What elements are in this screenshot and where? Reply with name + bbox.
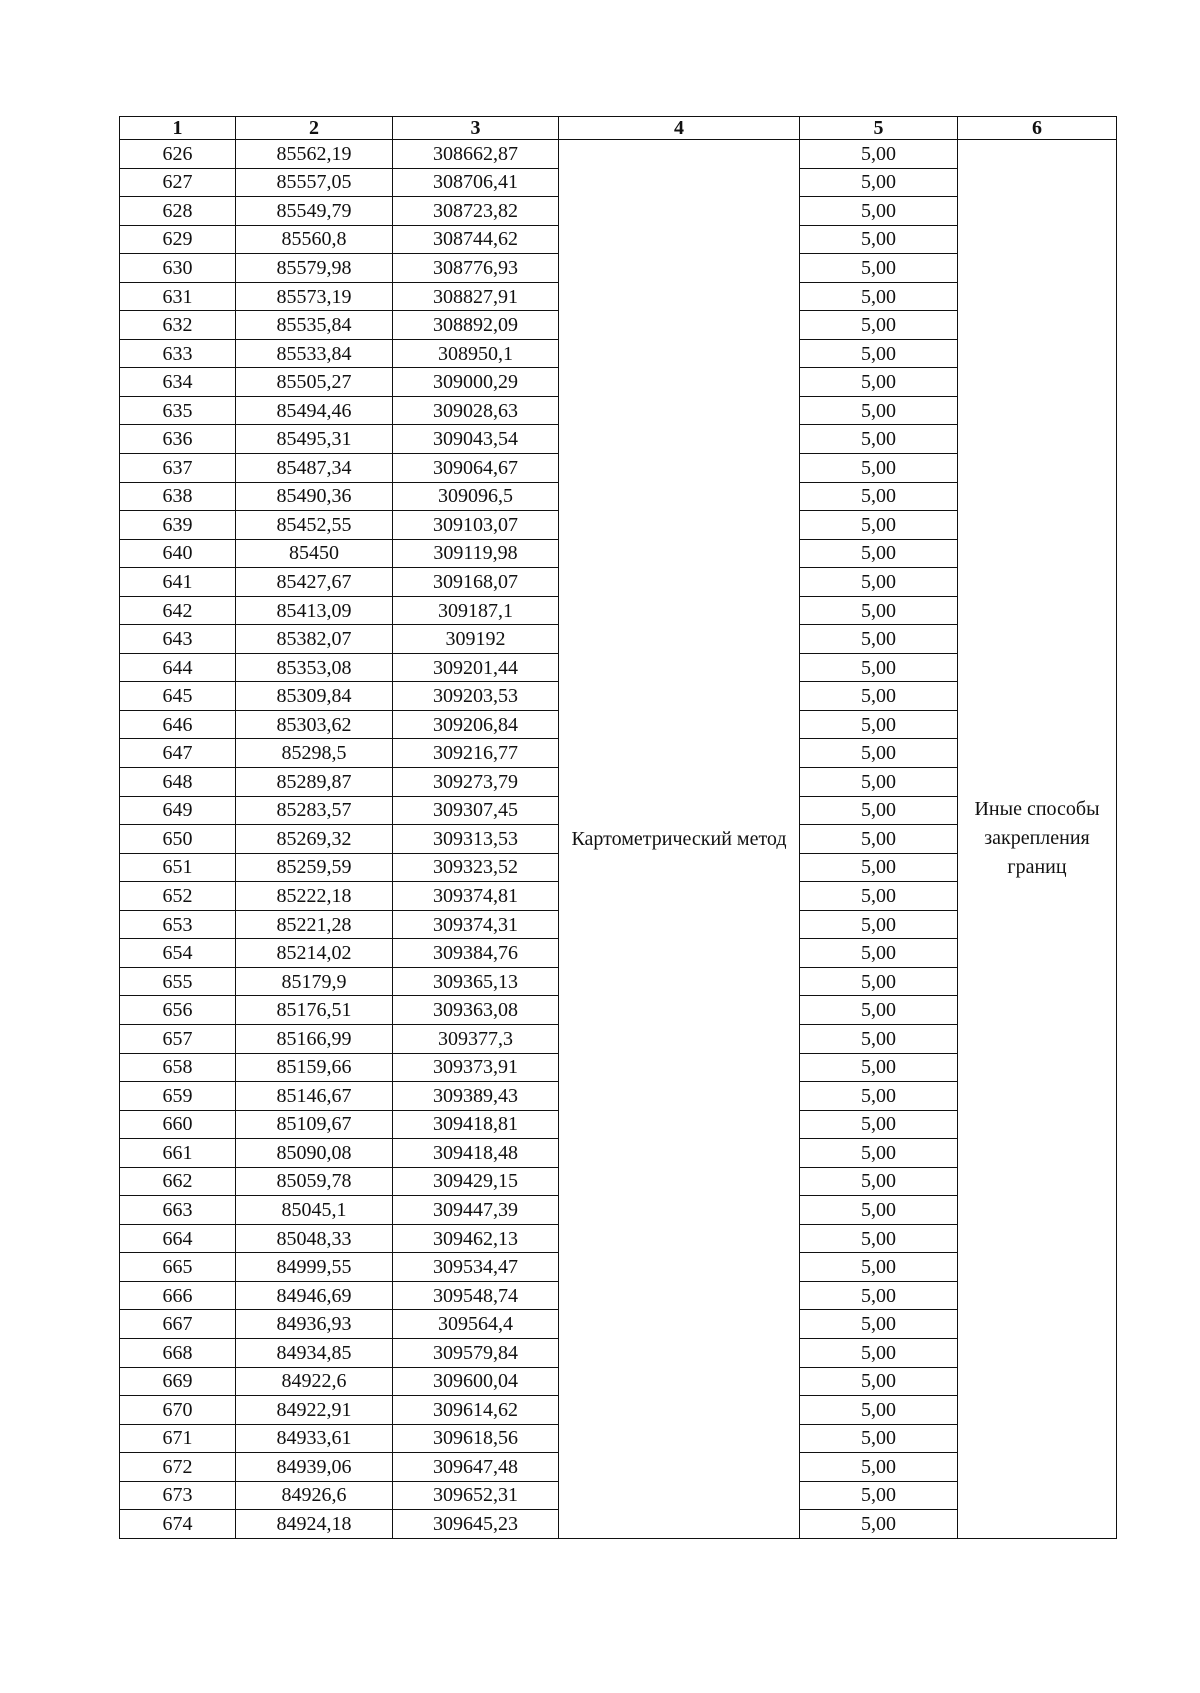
x-coordinate-cell: 85353,08	[236, 653, 393, 682]
y-coordinate-cell: 309187,1	[393, 596, 559, 625]
x-coordinate-cell: 85549,79	[236, 197, 393, 226]
y-coordinate-cell: 309313,53	[393, 825, 559, 854]
accuracy-cell: 5,00	[800, 1481, 958, 1510]
accuracy-cell: 5,00	[800, 140, 958, 169]
x-coordinate-cell: 85214,02	[236, 939, 393, 968]
y-coordinate-cell: 308662,87	[393, 140, 559, 169]
y-coordinate-cell: 309206,84	[393, 710, 559, 739]
header-col-1: 1	[120, 117, 236, 140]
point-number-cell: 639	[120, 511, 236, 540]
y-coordinate-cell: 309216,77	[393, 739, 559, 768]
x-coordinate-cell: 85309,84	[236, 682, 393, 711]
x-coordinate-cell: 84922,6	[236, 1367, 393, 1396]
accuracy-cell: 5,00	[800, 1396, 958, 1425]
y-coordinate-cell: 309168,07	[393, 568, 559, 597]
fixing-method-cell: Иные способы закрепления границ	[958, 140, 1117, 1539]
accuracy-cell: 5,00	[800, 339, 958, 368]
header-col-6: 6	[958, 117, 1117, 140]
y-coordinate-cell: 309273,79	[393, 768, 559, 797]
accuracy-cell: 5,00	[800, 768, 958, 797]
point-number-cell: 633	[120, 339, 236, 368]
point-number-cell: 667	[120, 1310, 236, 1339]
y-coordinate-cell: 309201,44	[393, 653, 559, 682]
point-number-cell: 636	[120, 425, 236, 454]
accuracy-cell: 5,00	[800, 996, 958, 1025]
x-coordinate-cell: 84946,69	[236, 1281, 393, 1310]
x-coordinate-cell: 85146,67	[236, 1082, 393, 1111]
accuracy-cell: 5,00	[800, 653, 958, 682]
table-body	[120, 140, 1117, 1539]
x-coordinate-cell: 85222,18	[236, 882, 393, 911]
x-coordinate-cell: 85535,84	[236, 311, 393, 340]
point-number-cell: 652	[120, 882, 236, 911]
accuracy-cell: 5,00	[800, 254, 958, 283]
x-coordinate-cell: 85505,27	[236, 368, 393, 397]
y-coordinate-cell: 309103,07	[393, 511, 559, 540]
method-cell: Картометрический метод	[559, 140, 800, 1539]
y-coordinate-cell: 308950,1	[393, 339, 559, 368]
accuracy-cell: 5,00	[800, 796, 958, 825]
accuracy-cell: 5,00	[800, 710, 958, 739]
accuracy-cell: 5,00	[800, 625, 958, 654]
y-coordinate-cell: 309323,52	[393, 853, 559, 882]
point-number-cell: 671	[120, 1424, 236, 1453]
x-coordinate-cell: 85490,36	[236, 482, 393, 511]
accuracy-cell: 5,00	[800, 1310, 958, 1339]
point-number-cell: 668	[120, 1338, 236, 1367]
point-number-cell: 640	[120, 539, 236, 568]
accuracy-cell: 5,00	[800, 1453, 958, 1482]
x-coordinate-cell: 85562,19	[236, 140, 393, 169]
point-number-cell: 626	[120, 140, 236, 169]
accuracy-cell: 5,00	[800, 1082, 958, 1111]
accuracy-cell: 5,00	[800, 482, 958, 511]
x-coordinate-cell: 85382,07	[236, 625, 393, 654]
y-coordinate-cell: 309119,98	[393, 539, 559, 568]
x-coordinate-cell: 84922,91	[236, 1396, 393, 1425]
y-coordinate-cell: 309429,15	[393, 1167, 559, 1196]
point-number-cell: 659	[120, 1082, 236, 1111]
y-coordinate-cell: 309418,81	[393, 1110, 559, 1139]
x-coordinate-cell: 85573,19	[236, 282, 393, 311]
accuracy-cell: 5,00	[800, 1196, 958, 1225]
x-coordinate-cell: 85045,1	[236, 1196, 393, 1225]
point-number-cell: 649	[120, 796, 236, 825]
accuracy-cell: 5,00	[800, 1167, 958, 1196]
point-number-cell: 664	[120, 1224, 236, 1253]
accuracy-cell: 5,00	[800, 1053, 958, 1082]
accuracy-cell: 5,00	[800, 425, 958, 454]
point-number-cell: 674	[120, 1510, 236, 1539]
x-coordinate-cell: 85109,67	[236, 1110, 393, 1139]
point-number-cell: 638	[120, 482, 236, 511]
x-coordinate-cell: 85533,84	[236, 339, 393, 368]
accuracy-cell: 5,00	[800, 882, 958, 911]
y-coordinate-cell: 309377,3	[393, 1024, 559, 1053]
accuracy-cell: 5,00	[800, 910, 958, 939]
y-coordinate-cell: 309564,4	[393, 1310, 559, 1339]
accuracy-cell: 5,00	[800, 967, 958, 996]
x-coordinate-cell: 85487,34	[236, 454, 393, 483]
point-number-cell: 662	[120, 1167, 236, 1196]
y-coordinate-cell: 309645,23	[393, 1510, 559, 1539]
y-coordinate-cell: 309418,48	[393, 1139, 559, 1168]
point-number-cell: 641	[120, 568, 236, 597]
accuracy-cell: 5,00	[800, 454, 958, 483]
x-coordinate-cell: 85303,62	[236, 710, 393, 739]
x-coordinate-cell: 85579,98	[236, 254, 393, 283]
header-col-2: 2	[236, 117, 393, 140]
accuracy-cell: 5,00	[800, 197, 958, 226]
y-coordinate-cell: 309384,76	[393, 939, 559, 968]
x-coordinate-cell: 85494,46	[236, 396, 393, 425]
point-number-cell: 653	[120, 910, 236, 939]
point-number-cell: 658	[120, 1053, 236, 1082]
accuracy-cell: 5,00	[800, 1367, 958, 1396]
x-coordinate-cell: 85259,59	[236, 853, 393, 882]
y-coordinate-cell: 309652,31	[393, 1481, 559, 1510]
accuracy-cell: 5,00	[800, 1424, 958, 1453]
accuracy-cell: 5,00	[800, 282, 958, 311]
y-coordinate-cell: 309307,45	[393, 796, 559, 825]
accuracy-cell: 5,00	[800, 168, 958, 197]
coordinates-table	[119, 116, 1117, 1539]
point-number-cell: 657	[120, 1024, 236, 1053]
table-header	[120, 117, 1117, 140]
accuracy-cell: 5,00	[800, 368, 958, 397]
x-coordinate-cell: 84924,18	[236, 1510, 393, 1539]
x-coordinate-cell: 84936,93	[236, 1310, 393, 1339]
y-coordinate-cell: 308827,91	[393, 282, 559, 311]
y-coordinate-cell: 309579,84	[393, 1338, 559, 1367]
x-coordinate-cell: 85159,66	[236, 1053, 393, 1082]
point-number-cell: 631	[120, 282, 236, 311]
point-number-cell: 666	[120, 1281, 236, 1310]
x-coordinate-cell: 85495,31	[236, 425, 393, 454]
point-number-cell: 642	[120, 596, 236, 625]
accuracy-cell: 5,00	[800, 1024, 958, 1053]
point-number-cell: 672	[120, 1453, 236, 1482]
accuracy-cell: 5,00	[800, 568, 958, 597]
y-coordinate-cell: 309028,63	[393, 396, 559, 425]
header-row	[120, 117, 1117, 140]
point-number-cell: 669	[120, 1367, 236, 1396]
y-coordinate-cell: 308706,41	[393, 168, 559, 197]
point-number-cell: 655	[120, 967, 236, 996]
accuracy-cell: 5,00	[800, 539, 958, 568]
point-number-cell: 650	[120, 825, 236, 854]
accuracy-cell: 5,00	[800, 739, 958, 768]
y-coordinate-cell: 308723,82	[393, 197, 559, 226]
x-coordinate-cell: 85427,67	[236, 568, 393, 597]
point-number-cell: 648	[120, 768, 236, 797]
y-coordinate-cell: 309203,53	[393, 682, 559, 711]
accuracy-cell: 5,00	[800, 396, 958, 425]
y-coordinate-cell: 309389,43	[393, 1082, 559, 1111]
point-number-cell: 670	[120, 1396, 236, 1425]
x-coordinate-cell: 84926,6	[236, 1481, 393, 1510]
accuracy-cell: 5,00	[800, 1110, 958, 1139]
point-number-cell: 654	[120, 939, 236, 968]
accuracy-cell: 5,00	[800, 939, 958, 968]
y-coordinate-cell: 309192	[393, 625, 559, 654]
point-number-cell: 630	[120, 254, 236, 283]
y-coordinate-cell: 309000,29	[393, 368, 559, 397]
accuracy-cell: 5,00	[800, 825, 958, 854]
y-coordinate-cell: 309618,56	[393, 1424, 559, 1453]
x-coordinate-cell: 85048,33	[236, 1224, 393, 1253]
x-coordinate-cell: 84999,55	[236, 1253, 393, 1282]
y-coordinate-cell: 309534,47	[393, 1253, 559, 1282]
accuracy-cell: 5,00	[800, 853, 958, 882]
y-coordinate-cell: 308776,93	[393, 254, 559, 283]
x-coordinate-cell: 85090,08	[236, 1139, 393, 1168]
x-coordinate-cell: 85283,57	[236, 796, 393, 825]
point-number-cell: 656	[120, 996, 236, 1025]
y-coordinate-cell: 309374,31	[393, 910, 559, 939]
point-number-cell: 643	[120, 625, 236, 654]
accuracy-cell: 5,00	[800, 1224, 958, 1253]
table-row	[120, 140, 1117, 169]
header-col-5: 5	[800, 117, 958, 140]
x-coordinate-cell: 85560,8	[236, 225, 393, 254]
accuracy-cell: 5,00	[800, 311, 958, 340]
accuracy-cell: 5,00	[800, 225, 958, 254]
point-number-cell: 627	[120, 168, 236, 197]
accuracy-cell: 5,00	[800, 1338, 958, 1367]
x-coordinate-cell: 85450	[236, 539, 393, 568]
point-number-cell: 628	[120, 197, 236, 226]
x-coordinate-cell: 85166,99	[236, 1024, 393, 1053]
point-number-cell: 637	[120, 454, 236, 483]
y-coordinate-cell: 309373,91	[393, 1053, 559, 1082]
point-number-cell: 660	[120, 1110, 236, 1139]
point-number-cell: 629	[120, 225, 236, 254]
point-number-cell: 651	[120, 853, 236, 882]
point-number-cell: 644	[120, 653, 236, 682]
accuracy-cell: 5,00	[800, 682, 958, 711]
accuracy-cell: 5,00	[800, 511, 958, 540]
x-coordinate-cell: 85557,05	[236, 168, 393, 197]
y-coordinate-cell: 309363,08	[393, 996, 559, 1025]
y-coordinate-cell: 309614,62	[393, 1396, 559, 1425]
accuracy-cell: 5,00	[800, 596, 958, 625]
accuracy-cell: 5,00	[800, 1139, 958, 1168]
x-coordinate-cell: 85452,55	[236, 511, 393, 540]
x-coordinate-cell: 85179,9	[236, 967, 393, 996]
point-number-cell: 635	[120, 396, 236, 425]
point-number-cell: 661	[120, 1139, 236, 1168]
x-coordinate-cell: 85221,28	[236, 910, 393, 939]
x-coordinate-cell: 84933,61	[236, 1424, 393, 1453]
point-number-cell: 632	[120, 311, 236, 340]
point-number-cell: 663	[120, 1196, 236, 1225]
point-number-cell: 665	[120, 1253, 236, 1282]
x-coordinate-cell: 85269,32	[236, 825, 393, 854]
accuracy-cell: 5,00	[800, 1253, 958, 1282]
x-coordinate-cell: 85413,09	[236, 596, 393, 625]
y-coordinate-cell: 309096,5	[393, 482, 559, 511]
point-number-cell: 673	[120, 1481, 236, 1510]
x-coordinate-cell: 85289,87	[236, 768, 393, 797]
y-coordinate-cell: 308892,09	[393, 311, 559, 340]
header-col-4: 4	[559, 117, 800, 140]
y-coordinate-cell: 309647,48	[393, 1453, 559, 1482]
x-coordinate-cell: 85059,78	[236, 1167, 393, 1196]
x-coordinate-cell: 84934,85	[236, 1338, 393, 1367]
y-coordinate-cell: 309548,74	[393, 1281, 559, 1310]
x-coordinate-cell: 84939,06	[236, 1453, 393, 1482]
header-col-3: 3	[393, 117, 559, 140]
point-number-cell: 645	[120, 682, 236, 711]
y-coordinate-cell: 309462,13	[393, 1224, 559, 1253]
point-number-cell: 634	[120, 368, 236, 397]
y-coordinate-cell: 309374,81	[393, 882, 559, 911]
y-coordinate-cell: 309064,67	[393, 454, 559, 483]
y-coordinate-cell: 309600,04	[393, 1367, 559, 1396]
y-coordinate-cell: 309043,54	[393, 425, 559, 454]
accuracy-cell: 5,00	[800, 1281, 958, 1310]
point-number-cell: 647	[120, 739, 236, 768]
y-coordinate-cell: 308744,62	[393, 225, 559, 254]
y-coordinate-cell: 309447,39	[393, 1196, 559, 1225]
point-number-cell: 646	[120, 710, 236, 739]
x-coordinate-cell: 85176,51	[236, 996, 393, 1025]
accuracy-cell: 5,00	[800, 1510, 958, 1539]
x-coordinate-cell: 85298,5	[236, 739, 393, 768]
y-coordinate-cell: 309365,13	[393, 967, 559, 996]
